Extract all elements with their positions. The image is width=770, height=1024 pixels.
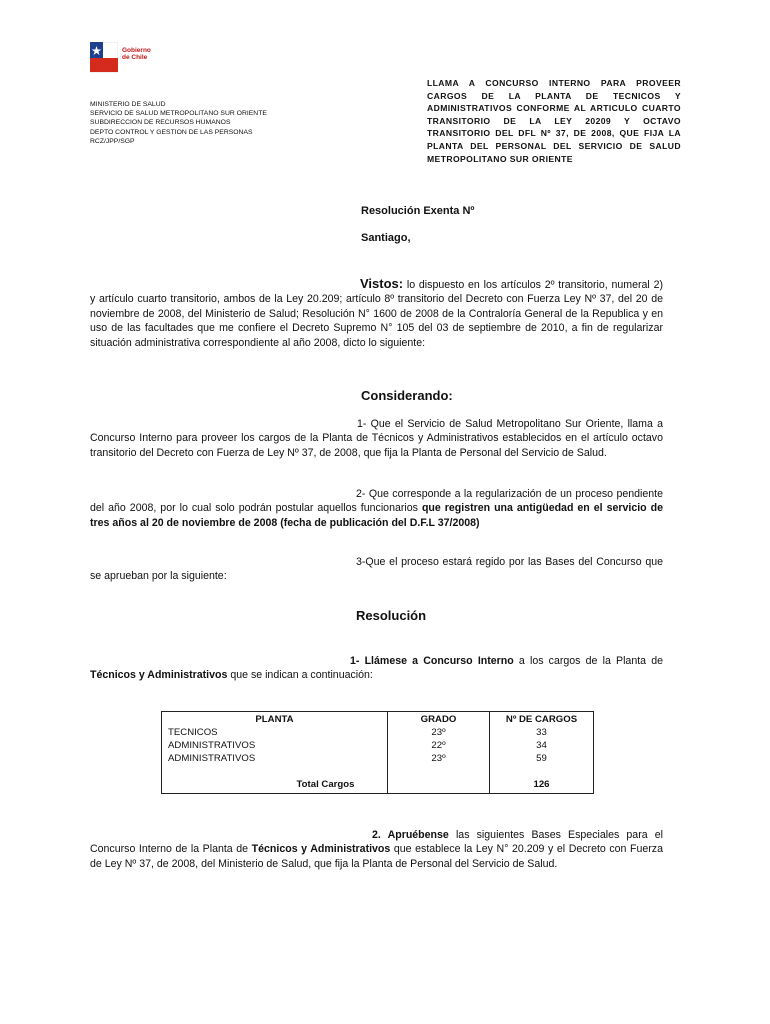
issuing-department-block <box>90 100 267 146</box>
resolucion-item-2-text-b: que establece la Ley N° 20.209 y el Decreto con Fuerza de Ley Nº 37, de 2008, del Ministerio de Salud, que fija la Planta de Personal del Servicio de Salud. <box>90 843 663 870</box>
table-header-grado: GRADO <box>420 714 457 725</box>
vistos-label: Vistos: <box>360 276 404 291</box>
resolucion-exenta-label: Resolución Exenta Nº <box>361 205 475 217</box>
table-cell-planta: ADMINISTRATIVOS <box>168 740 256 751</box>
resolucion-item-2-bold-2: Técnicos y Administrativos <box>251 843 391 856</box>
resolucion-heading: Resolución <box>356 608 427 623</box>
cargos-table <box>161 711 594 794</box>
resolucion-item-2-bold: 2. Apruébense <box>372 829 449 841</box>
considerando-text-1: 1- Que el Servicio de Salud Metropolitano Sur Oriente, llama a Concurso Interno para proveer los cargos de la Planta de Técnicos y Administrativos establecidos en el artículo octavo transitorio del Decreto con Fuerza de Ley Nº 37, de 2008, que fija la Planta de Personal del Servicio de Salud. <box>90 418 663 459</box>
considerando-paragraph-1 <box>90 417 663 460</box>
department-line: SERVICIO DE SALUD METROPOLITANO SUR ORIENTE <box>90 110 267 118</box>
resolucion-item-1-text-a: a los cargos de la Planta de <box>518 655 663 667</box>
resolucion-item-1-bold: 1- Llámese a Concurso Interno <box>350 655 514 667</box>
vistos-paragraph <box>90 277 663 350</box>
table-cell-cargos: 34 <box>536 740 547 751</box>
department-line: MINISTERIO DE SALUD <box>90 101 166 108</box>
resolucion-item-2-text-a: las siguientes Bases Especiales para el Concurso Interno de la Planta de <box>90 829 663 856</box>
department-line: SUBDIRECCION DE RECURSOS HUMANOS <box>90 119 231 127</box>
considerando-heading: Considerando: <box>361 388 453 403</box>
considerando-paragraph-3 <box>90 555 663 584</box>
chile-flag-icon <box>90 42 118 80</box>
resolucion-item-1-text-b: que se indican a continuación: <box>230 669 373 682</box>
table-header-cargos: Nº DE CARGOS <box>505 714 578 725</box>
logo-caption <box>122 47 151 61</box>
considerando-text-2: 2- Que corresponde a la regularización de un proceso pendiente del año 2008, por lo cual solo podrán postular aquellos funcionarios <box>90 488 663 515</box>
table-cell-cargos: 59 <box>536 753 547 764</box>
department-line: RCZ/JPP/SGP <box>90 137 135 145</box>
table-cell-cargos: 33 <box>536 727 547 738</box>
resolucion-item-2 <box>90 828 663 871</box>
santiago-label: Santiago, <box>361 232 411 244</box>
table-cell-grado: 22º <box>431 740 446 751</box>
resolucion-item-1-bold-2: Técnicos y Administrativos <box>90 669 228 682</box>
table-header-planta: PLANTA <box>255 714 294 725</box>
considerando-text-2-bold: que registren una antigüedad en el servicio de tres años al 20 de noviembre de 2008 (fecha de publicación del D.F.L 37/2008) <box>90 502 663 529</box>
resolucion-item-1 <box>90 654 663 683</box>
department-line: DEPTO CONTROL Y GESTION DE LAS PERSONAS <box>90 128 253 136</box>
gobierno-de-chile-logo <box>90 42 160 82</box>
logo-line-2: de Chile <box>122 54 148 61</box>
table-total-value: 126 <box>533 779 550 790</box>
table-cell-planta: TECNICOS <box>168 727 218 738</box>
resolution-summary: LLAMA A CONCURSO INTERNO PARA PROVEER CARGOS DE LA PLANTA DE TECNICOS Y ADMINISTRATIVOS CONFORME AL ARTICULO CUARTO TRANSITORIO DE LA LEY 20209 Y OCTAVO TRANSITORIO DEL DFL Nº 37, DE 2008, QUE FIJA LA PLANTA DEL PERSONAL DEL SERVICIO DE SALUD METROPOLITANO SUR ORIENTE <box>427 78 681 164</box>
considerando-paragraph-2 <box>90 487 663 530</box>
vistos-text: lo dispuesto en los artículos 2º transitorio, numeral 2) y artículo cuarto transitorio, ambos de la Ley 20.209; artículo 8º transitorio del Decreto con Fuerza Ley Nº 37, del 20 de noviembre de 2008, del Ministerio de Salud; Resolución N° 1600 de 2008 de la Contraloría General de la Republica y en uso de las facultades que me confiere el Decreto Supremo N° 105 del 03 de septiembre de 2010, a fin de regularizar situación administrativa correspondiente al año 2008, dicto lo siguiente: <box>90 279 663 349</box>
logo-line-1: Gobierno <box>122 47 151 54</box>
considerando-text-3: 3-Que el proceso estará regido por las Bases del Concurso que se aprueban por la siguiente: <box>90 556 663 583</box>
table-cell-grado: 23º <box>431 753 446 764</box>
table-cell-grado: 23º <box>431 727 446 738</box>
table-cell-planta: ADMINISTRATIVOS <box>168 753 256 764</box>
table-total-label: Total Cargos <box>296 779 355 790</box>
